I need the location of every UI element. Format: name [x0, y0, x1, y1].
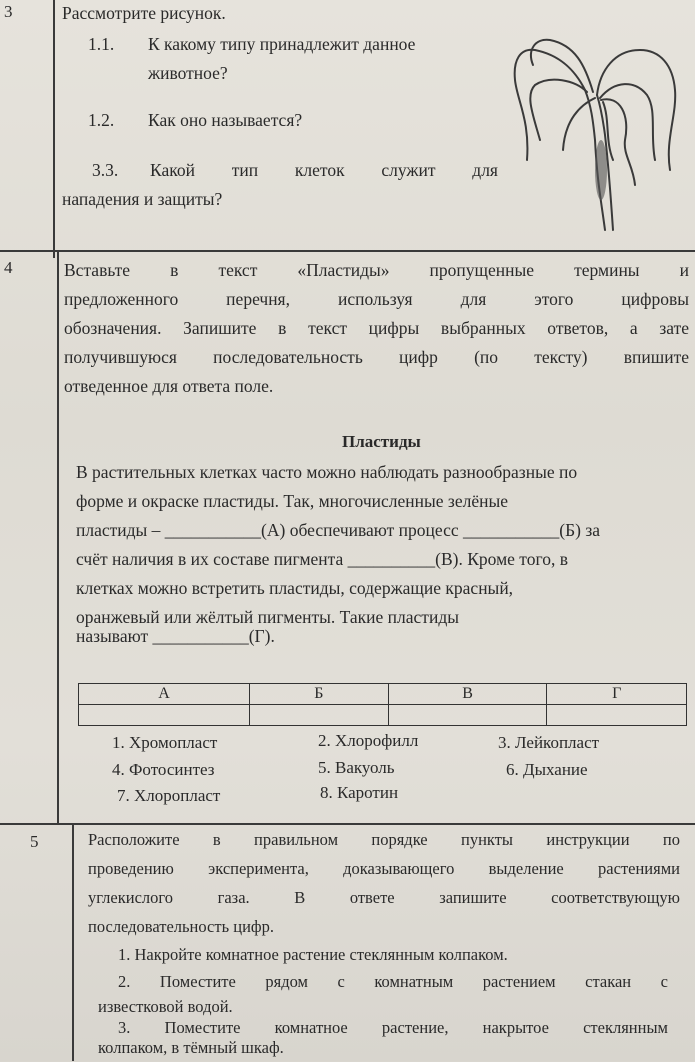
column-divider	[57, 250, 59, 825]
subquestion-text: нападения и защиты?	[62, 189, 223, 209]
row-divider	[0, 250, 695, 252]
answer-header-g: Г	[547, 684, 687, 705]
subquestion-text: Какой тип клеток служит для	[150, 160, 498, 180]
instruction-line: Расположите в правильном порядке пункты инструкции по	[88, 830, 680, 849]
question-number: 4	[4, 258, 13, 277]
subquestion-number: 1.2.	[88, 110, 115, 130]
answer-cell-b[interactable]	[249, 705, 388, 726]
instruction-line: обозначения. Запишите в текст цифры выбранных ответов, а зате	[64, 318, 689, 338]
answer-header-a: А	[79, 684, 250, 705]
step-item: известковой водой.	[98, 997, 233, 1016]
answer-cell-g[interactable]	[547, 705, 687, 726]
passage-line: оранжевый или жёлтый пигменты. Такие пластиды	[76, 607, 459, 627]
hydra-illustration	[505, 20, 690, 235]
passage-line: пластиды – ___________(А) обеспечивают процесс ___________(Б) за	[76, 520, 601, 540]
subquestion-text: К какому типу принадлежит данное	[148, 34, 416, 54]
option-item: 5. Вакуоль	[318, 758, 395, 777]
answer-header-v: В	[388, 684, 547, 705]
passage-line: форме и окраске пластиды. Так, многочисленные зелёные	[76, 491, 508, 511]
step-item: 2. Поместите рядом с комнатным растением стакан с	[118, 972, 668, 991]
passage-line: В растительных клетках часто можно наблюдать разнообразные по	[76, 462, 578, 482]
subquestion-text: Как оно называется?	[148, 110, 303, 130]
step-item: 1. Накройте комнатное растение стеклянным колпаком.	[118, 945, 508, 964]
option-item: 2. Хлорофилл	[318, 731, 419, 750]
instruction-line: углекислого газа. В ответе запишите соответствующую	[88, 888, 680, 907]
passage-line: счёт наличия в их составе пигмента __________(В). Кроме того, в	[76, 549, 568, 569]
subquestion-text: животное?	[148, 63, 228, 83]
instruction-line: Вставьте в текст «Пластиды» пропущенные термины и	[64, 260, 689, 280]
instruction-line: проведению эксперимента, доказывающего выделение растениями	[88, 859, 680, 878]
passage-line: называют ___________(Г).	[76, 626, 275, 646]
step-item: колпаком, в тёмный шкаф.	[98, 1038, 284, 1057]
column-divider	[72, 825, 74, 1061]
instruction-line: предложенного перечня, используя для этого цифровы	[64, 289, 689, 309]
answer-header-b: Б	[249, 684, 388, 705]
option-item: 3. Лейкопласт	[498, 733, 600, 752]
instruction-line: получившуюся последовательность цифр (по тексту) впишите	[64, 347, 689, 367]
option-item: 8. Каротин	[320, 783, 399, 802]
answer-cell-v[interactable]	[388, 705, 547, 726]
option-item: 4. Фотосинтез	[112, 760, 215, 779]
question-number: 5	[30, 832, 39, 851]
subquestion-number: 3.3.	[92, 160, 119, 180]
step-item: 3. Поместите комнатное растение, накрытое стеклянным	[118, 1018, 668, 1037]
question-number: 3	[4, 2, 13, 21]
option-item: 1. Хромопласт	[112, 733, 218, 752]
instruction-line: отведенное для ответа поле.	[64, 376, 274, 396]
column-divider	[53, 0, 55, 258]
option-item: 7. Хлоропласт	[117, 786, 221, 805]
answer-cell-a[interactable]	[79, 705, 250, 726]
instruction-line: последовательность цифр.	[88, 917, 274, 936]
answer-table	[78, 683, 687, 726]
passage-line: клетках можно встретить пластиды, содержащие красный,	[76, 578, 514, 598]
option-item: 6. Дыхание	[506, 760, 588, 779]
passage-title: Пластиды	[342, 432, 421, 451]
question-intro: Рассмотрите рисунок.	[62, 3, 226, 23]
subquestion-number: 1.1.	[88, 34, 115, 54]
